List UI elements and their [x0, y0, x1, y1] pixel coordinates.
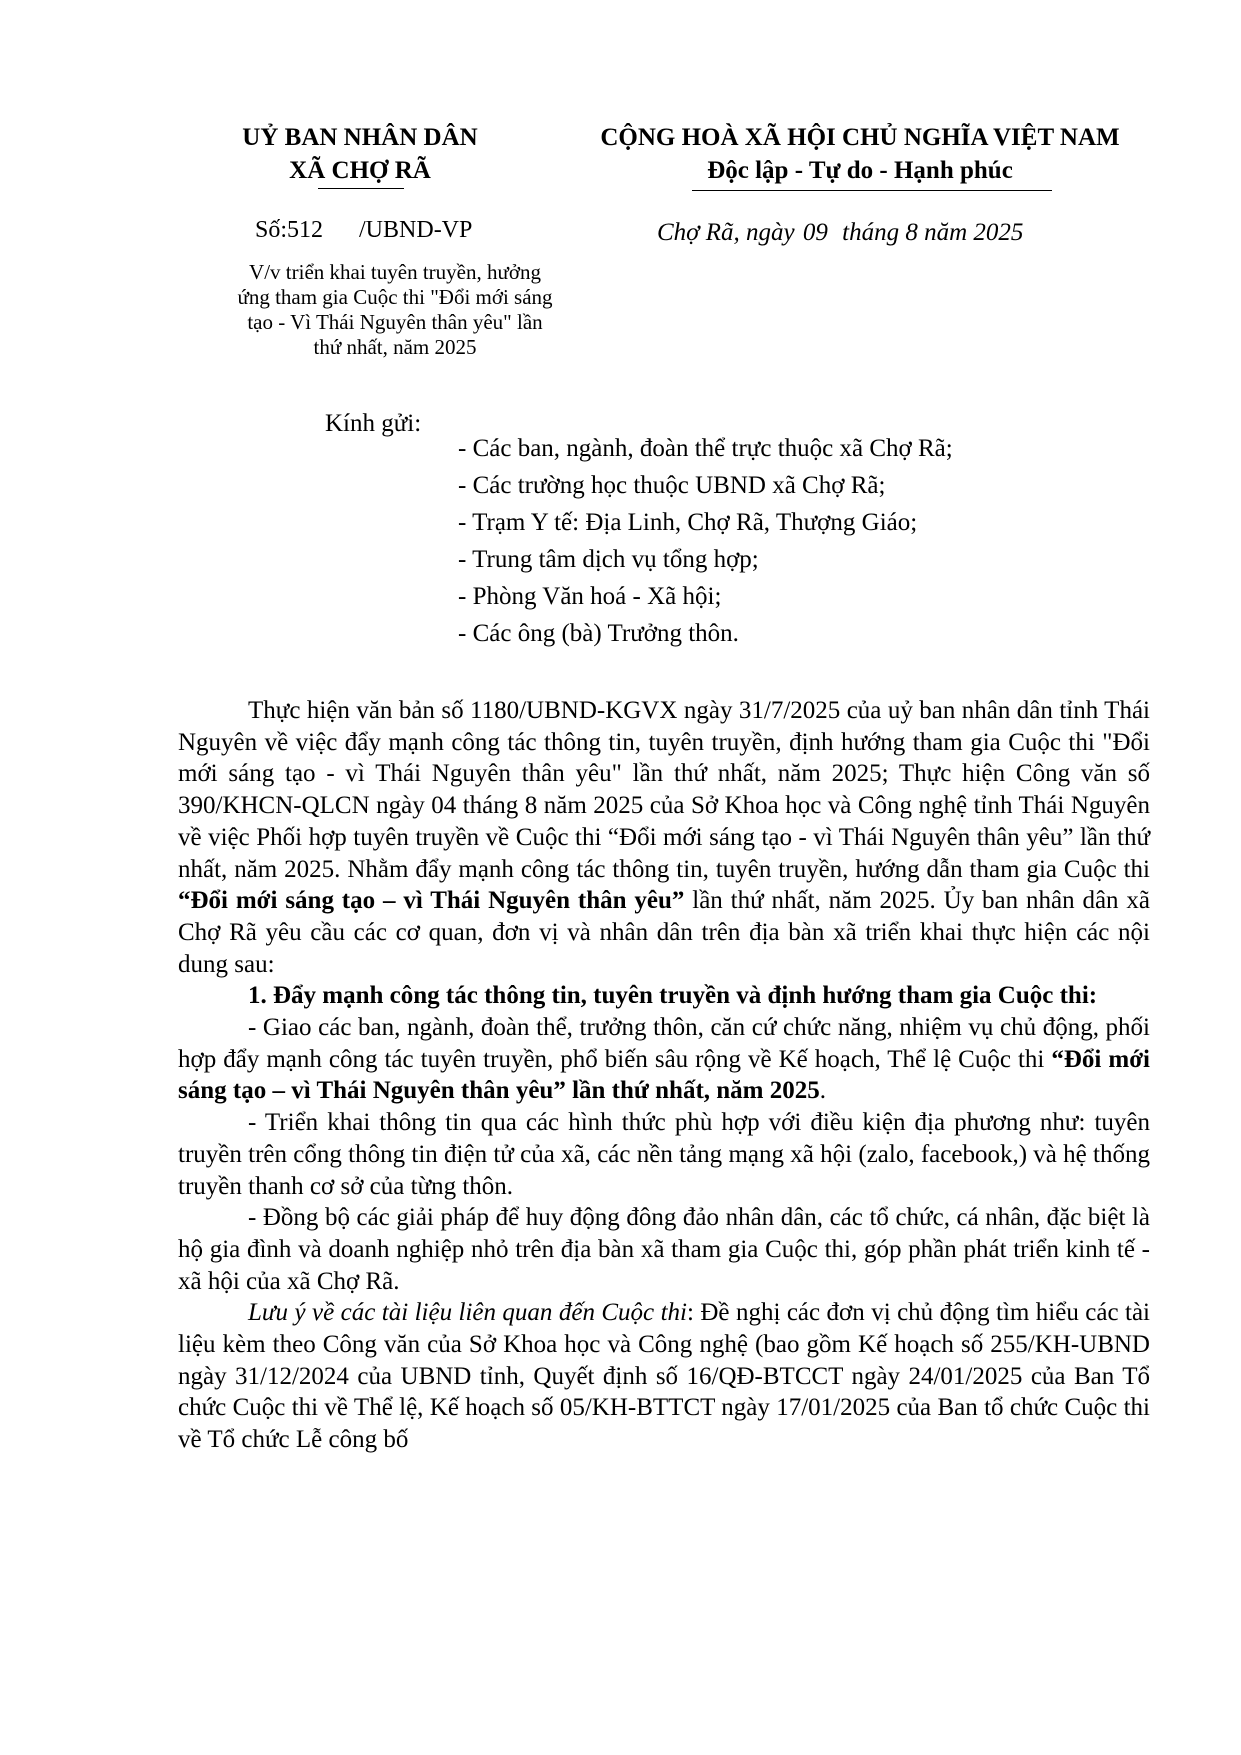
doc-number-value: 512 [287, 217, 324, 243]
intro-text-end: lần thứ nhất, năm 2025. Ủy ban nhân dân xã Chợ Rã yêu cầu các cơ quan, đơn vị và nhân dân trên địa bàn xã triển khai thực hiện các nội dung sau: [178, 887, 1151, 978]
bullet-paragraph: - Đồng bộ các giải pháp để huy động đông đảo nhân dân, các tổ chức, cá nhân, đặc biệt là hộ gia đình và doanh nghiệp nhỏ trên địa bàn xã tham gia Cuộc thi, góp phần phát triển kinh tế - xã hội của xã Chợ Rã. [178, 1204, 1150, 1295]
doc-number-suffix: /UBND-VP [359, 217, 473, 243]
document-body [178, 695, 1150, 1456]
recipient-item: - Các ban, ngành, đoàn thể trực thuộc xã Chợ Rã; [458, 435, 953, 462]
subject-line: tạo - Vì Thái Nguyên thân yêu" lần [247, 310, 543, 334]
date-month-year: tháng 8 năm 2025 [842, 219, 1024, 246]
date-place: Chợ Rã, ngày [657, 219, 795, 246]
date-day: 09 [802, 219, 828, 246]
bullet-paragraph: - Triển khai thông tin qua các hình thức phù hợp với điều kiện địa phương như: tuyên truyền trên cổng thông tin điện tử của xã, các nền tảng mạng xã hội (zalo, facebook,) và hệ thống truyền thanh cơ sở của từng thôn. [178, 1109, 1150, 1200]
recipient-item: - Các ông (bà) Trưởng thôn. [458, 620, 739, 647]
agency-name: UỶ BAN NHÂN DÂN [242, 124, 478, 151]
note-label: Lưu ý về các tài liệu liên quan đến Cuộc thi [248, 1299, 687, 1327]
bullet-end: . [819, 1077, 827, 1105]
document-subject [205, 260, 585, 360]
recipient-item: - Phòng Văn hoá - Xã hội; [458, 583, 722, 610]
subject-line: thứ nhất, năm 2025 [313, 335, 477, 359]
left-header-underline [318, 188, 404, 189]
intro-paragraph [178, 695, 1150, 980]
recipients-list [458, 430, 953, 652]
national-motto: Độc lập - Tự do - Hạnh phúc [707, 157, 1013, 184]
subject-line: ứng tham gia Cuộc thi "Đổi mới sáng [237, 285, 553, 309]
contest-name-bold: “Đổi mới sáng tạo – vì Thái Nguyên thân yêu” [178, 887, 685, 915]
commune-name: XÃ CHỢ RÃ [289, 157, 431, 184]
recipient-item: - Các trường học thuộc UBND xã Chợ Rã; [458, 472, 886, 499]
note-paragraph [178, 1297, 1150, 1456]
issue-date [657, 219, 1023, 247]
right-header-underline [692, 190, 1052, 191]
recipients-label: Kính gửi: [325, 410, 422, 437]
bullet-paragraph [178, 1012, 1150, 1107]
document-number [255, 217, 472, 244]
contest-name-bold: “Đổi mới sáng tạo – vì Thái Nguyên thân yêu” lần thứ nhất, năm 2025 [178, 1045, 1150, 1105]
subject-line: V/v triển khai tuyên truyền, hưởng [249, 260, 541, 284]
national-title: CỘNG HOÀ XÃ HỘI CHỦ NGHĨA VIỆT NAM [600, 124, 1120, 151]
recipient-item: - Trung tâm dịch vụ tổng hợp; [458, 546, 759, 573]
bullet-text: - Giao các ban, ngành, đoàn thể, trưởng thôn, căn cứ chức năng, nhiệm vụ chủ động, phối hợp đẩy mạnh công tác tuyên truyền, phổ biến sâu rộng về Kế hoạch, Thể lệ Cuộc thi [178, 1014, 1150, 1073]
recipient-item: - Trạm Y tế: Địa Linh, Chợ Rã, Thượng Giáo; [458, 509, 918, 536]
note-text: : Đề nghị các đơn vị chủ động tìm hiểu các tài liệu kèm theo Công văn của Sở Khoa học và Công nghệ (bao gồm Kế hoạch số 255/KH-UBND ngày 31/12/2024 của UBND tỉnh, Quyết định số 16/QĐ-BTCCT ngày 24/01/2025 của Ban Tổ chức Cuộc thi về Thể lệ, Kế hoạch số 05/KH-BTTCT ngày 17/01/2025 của Ban tổ chức Cuộc thi về Tổ chức Lễ công bố [178, 1299, 1150, 1454]
section-1-heading: 1. Đẩy mạnh công tác thông tin, tuyên truyền và định hướng tham gia Cuộc thi: [248, 982, 1098, 1010]
doc-number-prefix: Số: [255, 217, 288, 243]
intro-text: Thực hiện văn bản số 1180/UBND-KGVX ngày 31/7/2025 của uỷ ban nhân dân tỉnh Thái Nguyên về việc đẩy mạnh công tác thông tin, tuyên truyền, định hướng tham gia Cuộc thi "Đổi mới sáng tạo - vì Thái Nguyên thân yêu" lần thứ nhất, năm 2025; Thực hiện Công văn số 390/KHCN-QLCN ngày 04 tháng 8 năm 2025 của Sở Khoa học và Công nghệ tỉnh Thái Nguyên về việc Phối hợp tuyên truyền về Cuộc thi “Đổi mới sáng tạo - vì Thái Nguyên thân yêu” lần thứ nhất, năm 2025. Nhằm đẩy mạnh công tác thông tin, tuyên truyền, hướng dẫn tham gia Cuộc thi [178, 697, 1150, 883]
